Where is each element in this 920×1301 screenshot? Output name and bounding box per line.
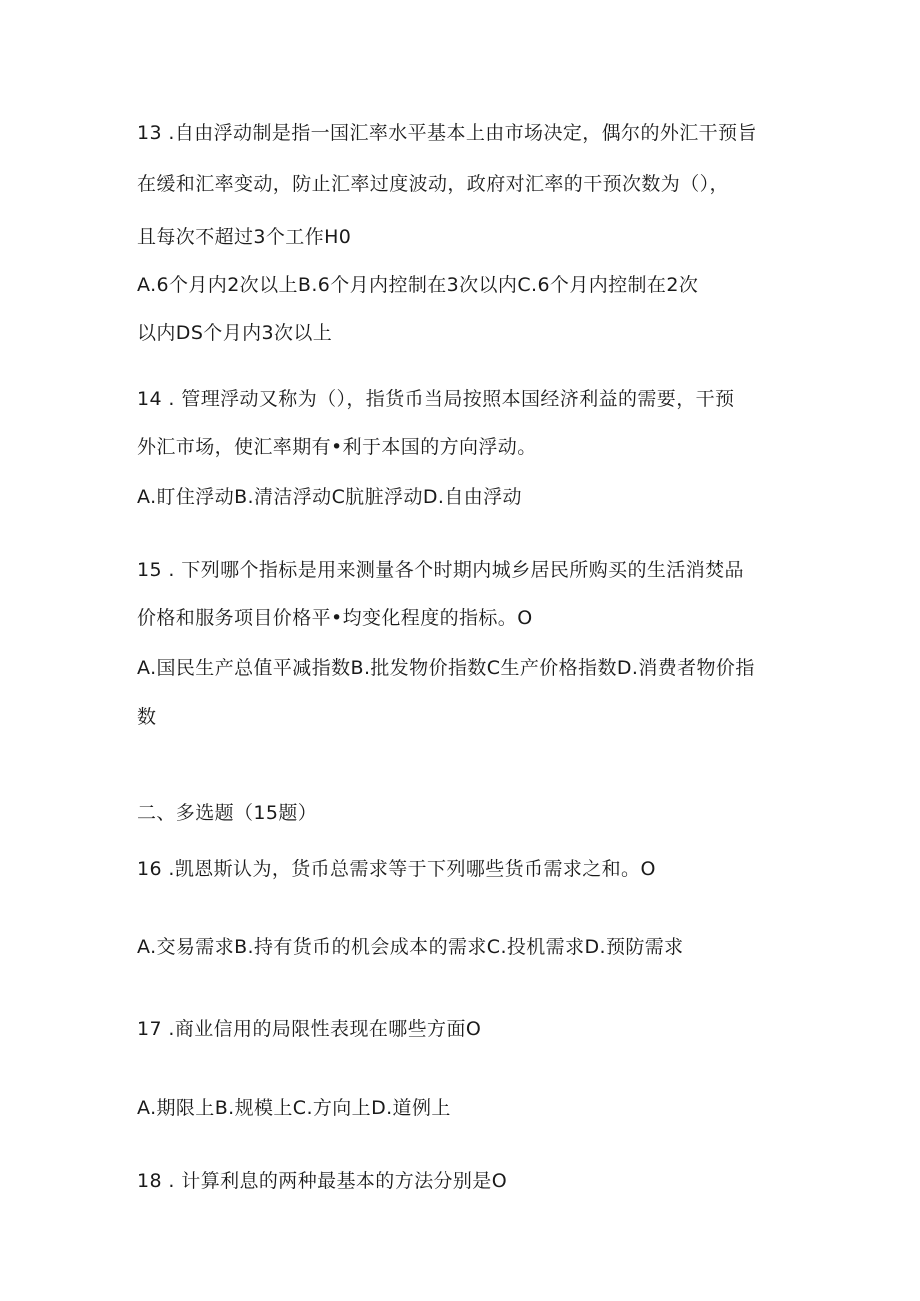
q13-stem-line-3: 且每次不超过3个工作H0 <box>137 226 352 248</box>
q13-stem-line-2: 在缓和汇率变动，防止汇率过度波动，政府对汇率的干预次数为（）， <box>137 173 729 195</box>
q14-stem-line-1: 14 . 管理浮动又称为（），指货币当局按照本国经济利益的需要，干预 <box>137 388 735 410</box>
q17-stem: 17 .商业信用的局限性表现在哪些方面O <box>137 1018 482 1040</box>
q13-stem-line-1: 13 .自由浮动制是指一国汇率水平基本上由市场决定，偶尔的外汇干预旨 <box>137 122 757 144</box>
q17-options: A.期限上B.规模上C.方向上D.道例上 <box>137 1097 451 1119</box>
q13-options-line-1: A.6个月内2次以上B.6个月内控制在3次以内C.6个月内控制在2次 <box>137 274 699 296</box>
q15-stem-line-1: 15 . 下列哪个指标是用来测量各个时期内城乡居民所购买的生活消焚品 <box>137 559 744 581</box>
q15-stem-line-2: 价格和服务项目价格平•均变化程度的指标。O <box>137 607 533 629</box>
q15-options-line-2: 数 <box>137 706 157 728</box>
q14-stem-line-2: 外汇市场，使汇率期有•利于本国的方向浮动。 <box>137 436 537 458</box>
section-heading-multiple-choice: 二、多选题（15题） <box>137 802 318 824</box>
q14-options: A.盯住浮动B.清洁浮动C肮脏浮动D.自由浮动 <box>137 486 522 508</box>
q16-stem: 16 .凯恩斯认为，货币总需求等于下列哪些货币需求之和。O <box>137 858 656 880</box>
q16-options: A.交易需求B.持有货币的机会成本的需求C.投机需求D.预防需求 <box>137 936 684 958</box>
q18-stem: 18 . 计算利息的两种最基本的方法分别是O <box>137 1170 508 1192</box>
q13-options-line-2: 以内DS个月内3次以上 <box>137 322 333 344</box>
q15-options-line-1: A.国民生产总值平减指数B.批发物价指数C生产价格指数D.消费者物价指 <box>137 657 755 679</box>
